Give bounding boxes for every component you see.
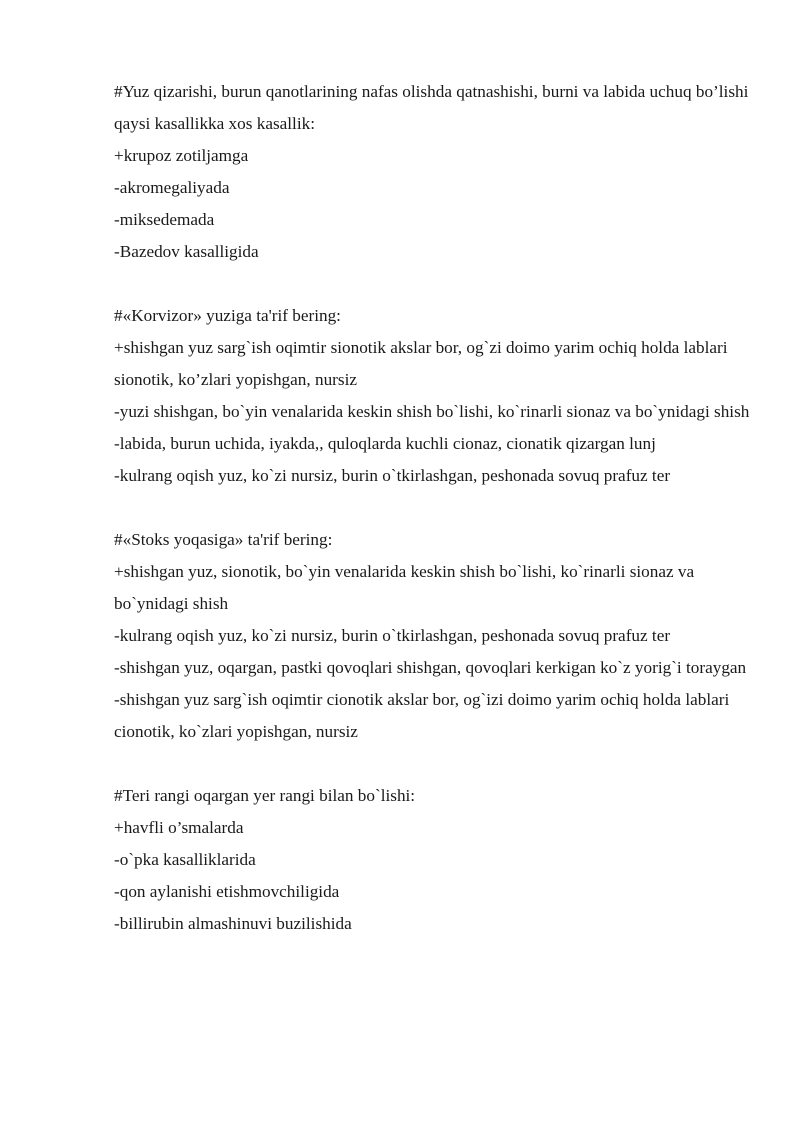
document-content (114, 76, 754, 972)
wrong-answer: -kulrang oqish yuz, ko`zi nursiz, burin o`tkirlashgan, peshonada sovuq prafuz ter (114, 466, 671, 485)
correct-answer: +shishgan yuz sarg`ish oqimtir sionotik akslar bor, og`zi doimo yarim ochiq holda lablari sionotik, ko’zlari yopishgan, nursiz (114, 338, 728, 389)
question-text: #Teri rangi oqargan yer rangi bilan bo`lishi: (114, 786, 416, 805)
correct-answer: +krupoz zotiljamga (114, 146, 249, 165)
question-text: #«Korvizor» yuziga ta'rif bering: (114, 306, 341, 325)
wrong-answer: -shishgan yuz, oqargan, pastki qovoqlari shishgan, qovoqlari kerkigan ko`z yorig`i toraygan (114, 658, 747, 677)
wrong-answer: -shishgan yuz sarg`ish oqimtir cionotik akslar bor, og`izi doimo yarim ochiq holda lablari cionotik, ko`zlari yopishgan, nursiz (114, 690, 730, 741)
question-block-2 (114, 300, 754, 492)
wrong-answer: -akromegaliyada (114, 178, 230, 197)
wrong-answer: -qon aylanishi etishmovchiligida (114, 882, 340, 901)
question-block-4 (114, 780, 754, 940)
question-block-1 (114, 76, 754, 268)
wrong-answer: -kulrang oqish yuz, ko`zi nursiz, burin o`tkirlashgan, peshonada sovuq prafuz ter (114, 626, 671, 645)
wrong-answer: -labida, burun uchida, iyakda,, quloqlarda kuchli cionaz, cionatik qizargan lunj (114, 434, 656, 453)
question-text: #Yuz qizarishi, burun qanotlarining nafas olishda qatnashishi, burni va labida uchuq bo’lishi qaysi kasallikka xos kasallik: (114, 82, 749, 133)
wrong-answer: -miksedemada (114, 210, 215, 229)
wrong-answer: -Bazedov kasalligida (114, 242, 259, 261)
correct-answer: +havfli o’smalarda (114, 818, 244, 837)
wrong-answer: -yuzi shishgan, bo`yin venalarida keskin shish bo`lishi, ko`rinarli sionaz va bo`ynidagi shish (114, 402, 750, 421)
wrong-answer: -billirubin almashinuvi buzilishida (114, 914, 352, 933)
wrong-answer: -o`pka kasalliklarida (114, 850, 256, 869)
question-block-3 (114, 524, 754, 748)
question-text: #«Stoks yoqasiga» ta'rif bering: (114, 530, 333, 549)
correct-answer: +shishgan yuz, sionotik, bo`yin venalarida keskin shish bo`lishi, ko`rinarli sionaz va bo`ynidagi shish (114, 562, 695, 613)
